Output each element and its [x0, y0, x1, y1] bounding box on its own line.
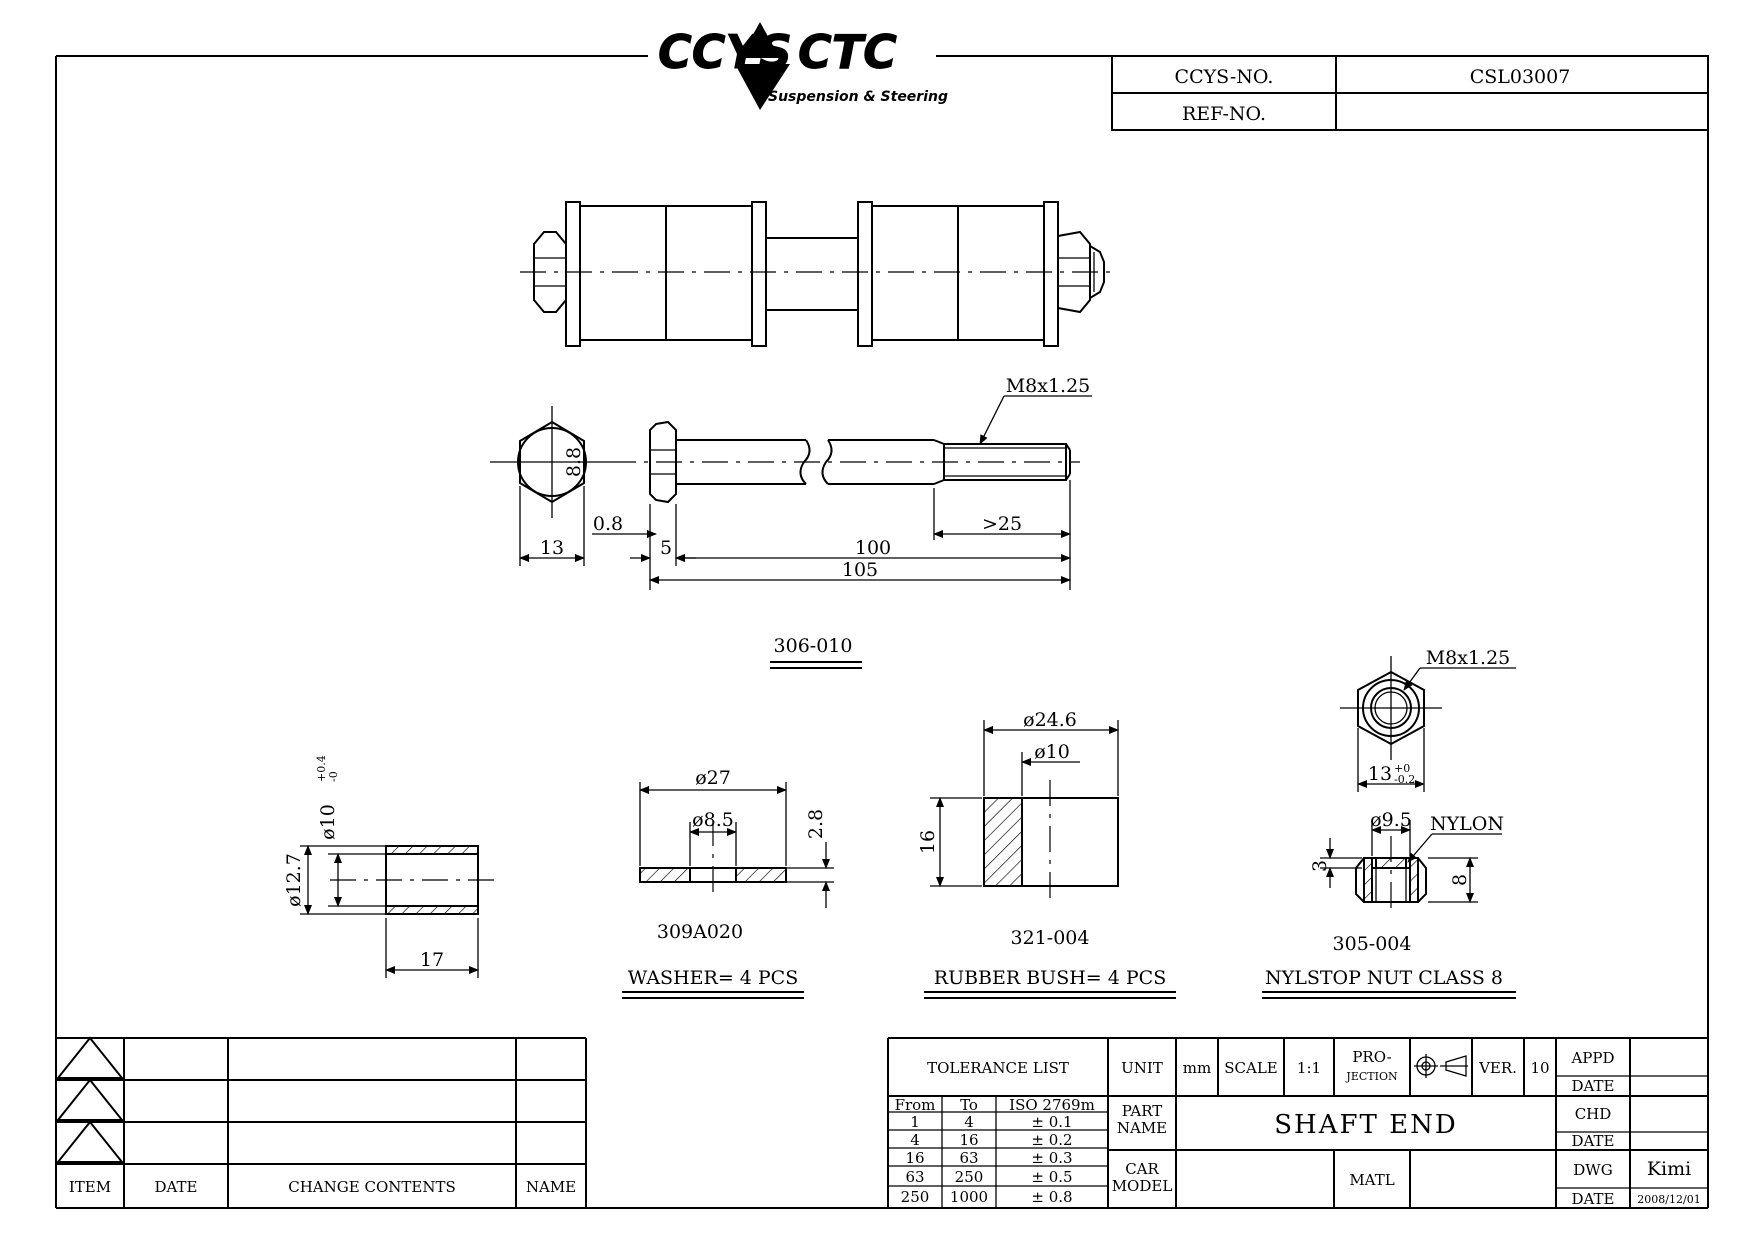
bolt-thread-length-label: >25 — [981, 513, 1023, 535]
spacer-view — [283, 755, 498, 978]
bolt-gap-label: 0.8 — [592, 513, 624, 535]
projection-label-1: PRO- — [1352, 1048, 1392, 1066]
nut-caption: NYLSTOP NUT CLASS 8 — [1265, 967, 1503, 989]
nut-thread-label: M8x1.25 — [1425, 647, 1511, 669]
bush-inner-dia-label: ø10 — [1034, 741, 1070, 763]
first-angle-projection-icon — [1414, 1054, 1468, 1078]
scale-label: SCALE — [1224, 1059, 1278, 1077]
spacer-inner-dia-label: ø10 — [317, 804, 339, 840]
spacer-inner-tol-upper: +0.4 — [315, 755, 328, 782]
tolerance-header-iso: ISO 2769m — [1009, 1096, 1095, 1114]
bolt-side-view — [592, 375, 1092, 668]
rev-header-change-contents: CHANGE CONTENTS — [288, 1178, 456, 1196]
material-label: MATL — [1349, 1171, 1395, 1189]
nut-nylon-height-label: 3 — [1309, 859, 1331, 873]
nut-part-number: 305-004 — [1332, 933, 1412, 955]
tolerance-cell: 16 — [905, 1149, 925, 1167]
tolerance-cell: ± 0.5 — [1031, 1168, 1073, 1186]
version-value: 10 — [1530, 1059, 1550, 1077]
part-name-label-1: PART — [1121, 1102, 1163, 1120]
scale-value: 1:1 — [1296, 1059, 1322, 1077]
appd-date-label: DATE — [1571, 1077, 1615, 1095]
bush-outer-dia-label: ø24.6 — [1023, 709, 1077, 731]
bush-caption: RUBBER BUSH= 4 PCS — [933, 967, 1167, 989]
drawn-date-value: 2008/12/01 — [1637, 1193, 1701, 1206]
tolerance-header-to: To — [960, 1096, 978, 1114]
header-number-box — [1112, 56, 1708, 130]
tolerance-cell: 4 — [910, 1131, 920, 1149]
rev-header-date: DATE — [154, 1178, 198, 1196]
tolerance-cell: ± 0.3 — [1031, 1149, 1073, 1167]
tolerance-cell: 1000 — [949, 1188, 989, 1206]
logo-right-text: CTC — [798, 25, 897, 79]
tolerance-cell: 250 — [954, 1168, 984, 1186]
spacer-length-label: 17 — [419, 949, 445, 971]
car-model-label-2: MODEL — [1111, 1177, 1173, 1195]
tolerance-cell: ± 0.1 — [1031, 1113, 1073, 1131]
tolerance-cell: ± 0.8 — [1031, 1188, 1073, 1206]
bolt-across-corners-label: 8.8 — [563, 446, 585, 478]
tolerance-cell: 63 — [905, 1168, 925, 1186]
assembly-view — [520, 202, 1118, 346]
washer-thickness-label: 2.8 — [805, 808, 827, 840]
dwg-label: DWG — [1573, 1161, 1613, 1179]
chd-date-label: DATE — [1571, 1132, 1615, 1150]
bolt-part-number: 306-010 — [773, 635, 853, 657]
bush-part-number: 321-004 — [1010, 927, 1090, 949]
nylstop-nut-view — [1262, 647, 1516, 998]
washer-view — [622, 767, 834, 998]
washer-part-number: 309A020 — [656, 921, 744, 943]
title-block — [888, 1038, 1708, 1208]
tolerance-cell: 63 — [959, 1149, 979, 1167]
tolerance-header-from: From — [894, 1096, 936, 1114]
revision-table — [56, 1038, 586, 1208]
tolerance-list-title: TOLERANCE LIST — [927, 1059, 1069, 1077]
rev-header-name: NAME — [525, 1178, 577, 1196]
version-label: VER. — [1479, 1059, 1517, 1077]
projection-label-2: JECTION — [1346, 1070, 1398, 1083]
rubber-bush-view — [917, 709, 1176, 998]
dwg-date-label: DATE — [1571, 1190, 1615, 1208]
rev-header-item: ITEM — [68, 1178, 112, 1196]
logo-tagline: Suspension & Steering — [768, 89, 948, 105]
appd-label: APPD — [1571, 1049, 1615, 1067]
bolt-across-flats-label: 13 — [539, 537, 565, 559]
sheet-border — [56, 56, 1708, 1208]
spacer-inner-tol-lower: -0 — [327, 771, 340, 782]
bolt-thread-label: M8x1.25 — [1005, 375, 1091, 397]
washer-outer-dia-label: ø27 — [695, 767, 731, 789]
bolt-end-view — [490, 406, 610, 566]
drawn-by-value: Kimi — [1646, 1158, 1692, 1180]
chd-label: CHD — [1574, 1105, 1612, 1123]
part-name-value: SHAFT END — [1274, 1110, 1458, 1140]
nut-inner-dia-label: ø9.5 — [1370, 809, 1412, 831]
part-name-label-2: NAME — [1116, 1119, 1168, 1137]
tolerance-cell: ± 0.2 — [1031, 1131, 1073, 1149]
bolt-head-height-label: 5 — [659, 537, 673, 559]
tolerance-cell: 1 — [910, 1113, 920, 1131]
bush-height-label: 16 — [917, 829, 939, 855]
nut-height-label: 8 — [1449, 873, 1471, 887]
tolerance-cell: 250 — [900, 1188, 930, 1206]
bolt-length-label: 100 — [854, 537, 892, 559]
washer-inner-dia-label: ø8.5 — [692, 809, 734, 831]
bolt-overall-label: 105 — [841, 559, 879, 581]
nut-af-tol-upper: +0 — [1394, 762, 1411, 775]
washer-caption: WASHER= 4 PCS — [627, 967, 799, 989]
unit-label: UNIT — [1121, 1059, 1163, 1077]
ccys-no-label: CCYS-NO. — [1174, 66, 1274, 88]
tolerance-cell: 4 — [964, 1113, 974, 1131]
spacer-outer-dia-label: ø12.7 — [283, 853, 305, 907]
nut-insert-label: NYLON — [1430, 813, 1504, 835]
nut-af-tol-lower: -0.2 — [1394, 773, 1416, 786]
tolerance-cell: 16 — [959, 1131, 979, 1149]
logo-left-text: CCYS — [658, 25, 792, 79]
car-model-label-1: CAR — [1125, 1160, 1159, 1178]
unit-value: mm — [1182, 1059, 1212, 1077]
ref-no-label: REF-NO. — [1181, 103, 1267, 125]
nut-across-flats-label: 13 — [1367, 763, 1393, 785]
company-logo — [658, 22, 948, 110]
ccys-no-value: CSL03007 — [1469, 66, 1571, 88]
